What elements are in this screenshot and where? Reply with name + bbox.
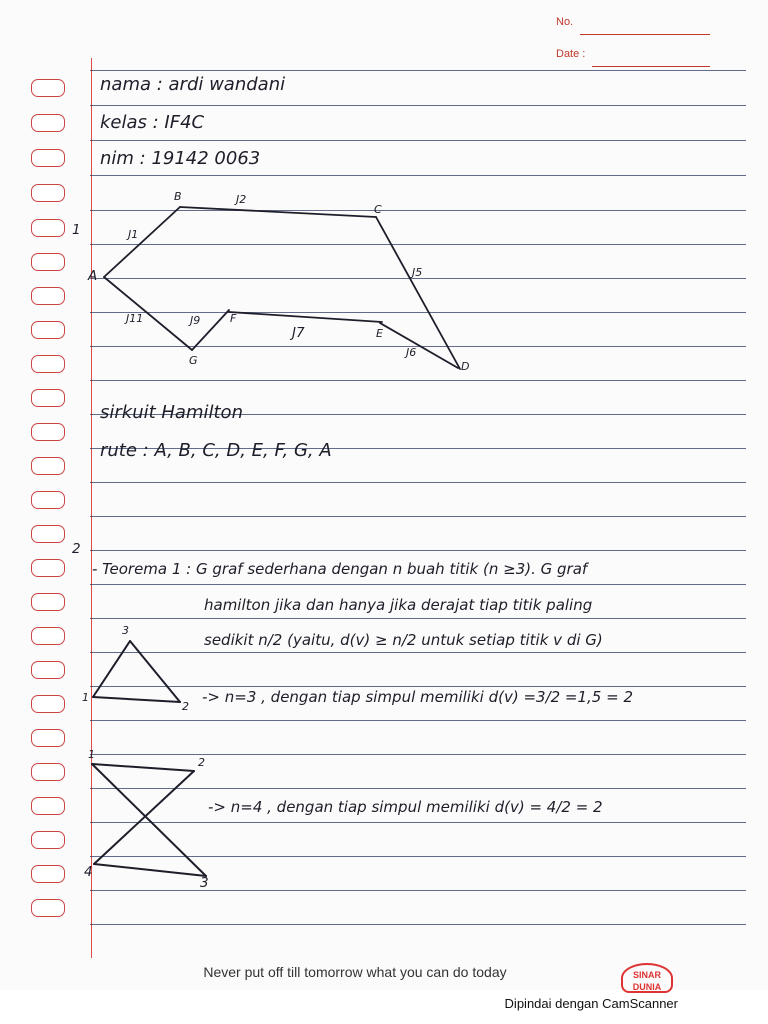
edge-1-2: [93, 697, 180, 702]
square-label-3: 3: [200, 875, 209, 891]
student-class: kelas : IF4C: [100, 112, 205, 133]
edge-label-j2: J2: [236, 193, 247, 206]
edge-1-2: [92, 764, 194, 771]
hamilton-route: rute : A, B, C, D, E, F, G, A: [100, 440, 332, 461]
hamilton-graph: [104, 207, 460, 369]
edge-label-j7: J7: [292, 325, 305, 341]
edge-label-j11: J11: [126, 312, 144, 325]
edge-j11: [104, 277, 192, 350]
scanner-watermark: Dipindai dengan CamScanner: [504, 996, 678, 1011]
example-n4: -> n=4 , dengan tiap simpul memiliki d(v) = 4/2 = 2: [208, 798, 603, 816]
theorem-line-1: - Teorema 1 : G graf sederhana dengan n buah titik (n ≥3). G graf: [92, 560, 588, 578]
theorem-line-2: hamilton jika dan hanya jika derajat tiap titik paling: [204, 596, 593, 614]
edge-1-3: [93, 641, 130, 697]
vertex-label-a: A: [88, 268, 98, 284]
edge-j7: [229, 312, 382, 322]
no-label: No.: [556, 16, 574, 28]
vertex-label-f: F: [230, 312, 237, 325]
triangle-label-1: 1: [82, 691, 89, 704]
edge-label-j1: J1: [128, 228, 139, 241]
example-n3: -> n=3 , dengan tiap simpul memiliki d(v) =3/2 =1,5 = 2: [202, 688, 634, 706]
triangle-label-3: 3: [122, 624, 129, 637]
edge-4-3: [94, 864, 206, 876]
student-name: nama : ardi wandani: [100, 74, 286, 95]
edge-3-2: [130, 641, 180, 702]
vertex-label-e: E: [376, 327, 383, 340]
question-1-number: 1: [72, 222, 81, 238]
edge-label-j9: J9: [190, 314, 201, 327]
brand-logo: SINAR DUNIA: [621, 963, 673, 993]
edge-label-j5: J5: [412, 266, 423, 279]
vertex-label-c: C: [374, 203, 382, 216]
hamilton-title: sirkuit Hamilton: [100, 402, 243, 423]
edge-j2: [180, 207, 376, 217]
edge-j5: [376, 217, 460, 369]
square-label-1: 1: [88, 748, 95, 761]
vertex-label-g: G: [189, 354, 198, 367]
square-label-4: 4: [84, 864, 93, 880]
square-label-2: 2: [198, 756, 205, 769]
vertex-label-b: B: [174, 190, 182, 203]
edge-1-3: [92, 764, 206, 876]
theorem-line-3: sedikit n/2 (yaitu, d(v) ≥ n/2 untuk setiap titik v di G): [204, 631, 603, 649]
square-graph: [92, 764, 206, 876]
triangle-label-2: 2: [182, 700, 189, 713]
triangle-graph: [93, 641, 180, 702]
student-nim: nim : 19142 0063: [100, 148, 261, 169]
date-label: Date :: [556, 48, 586, 60]
footer-quote: Never put off till tomorrow what you can do today: [203, 964, 507, 980]
question-2-number: 2: [72, 541, 81, 557]
edge-j1: [104, 207, 180, 277]
edge-label-j6: J6: [406, 346, 417, 359]
vertex-label-d: D: [461, 360, 470, 373]
